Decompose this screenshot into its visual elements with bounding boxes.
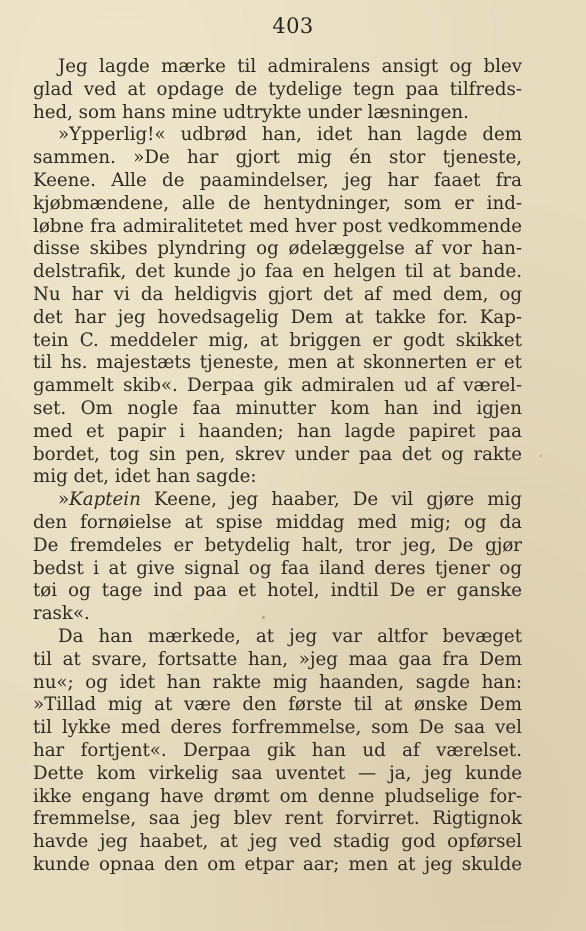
text-line: Da han mærkede, at jeg var altfor bevæget	[58, 625, 522, 647]
text-line: havde jeg haabet, at jeg ved stadig god opførsel	[33, 831, 522, 853]
text-line: tein C. meddeler mig, at briggen er godt skikket	[33, 329, 522, 351]
quote-mark: »	[58, 489, 70, 511]
text-line: hed, som hans mine udtrykte under læsningen.	[33, 101, 469, 123]
page-number: 403	[272, 14, 314, 38]
body-text	[33, 56, 522, 877]
text-line: rask«.	[33, 603, 90, 625]
text-line: nu«; og idet han rakte mig haanden, sagde han:	[33, 671, 522, 693]
text-line: set. Om nogle faa minutter kom han ind igjen	[33, 397, 522, 419]
text-line: kjøbmændene, alle de hentydninger, som er ind-	[33, 192, 522, 214]
text-line: til hs. majestæts tjeneste, men at skonnerten er et	[33, 352, 522, 374]
text-line: ikke engang have drømt om denne pludselige for-	[33, 785, 522, 807]
text-line: til lykke med deres forfremmelse, som De saa vel	[33, 717, 522, 739]
text-line: mig det, idet han sagde:	[33, 466, 257, 488]
text-line: De fremdeles er betydelig halt, tror jeg, De gjør	[33, 534, 522, 556]
text-line: bordet, tog sin pen, skrev under paa det og rakte	[33, 443, 522, 465]
text-line: Jeg lagde mærke til admiralens ansigt og blev	[58, 56, 522, 77]
text-line: Dette kom virkelig saa uventet — ja, jeg kunde	[33, 762, 522, 784]
text-line: »Ypperlig!« udbrød han, idet han lagde dem	[58, 124, 522, 146]
text-line: glad ved at opdage de tydelige tegn paa tilfreds-	[33, 78, 522, 100]
text-line: til at svare, fortsatte han, »jeg maa gaa fra Dem	[33, 648, 522, 670]
text-line: har fortjent«. Derpaa gik han ud af værelset.	[33, 739, 522, 761]
text-line: delstrafik, det kunde jo faa en helgen til at bande.	[33, 261, 522, 283]
text-line: gammelt skib«. Derpaa gik admiralen ud af værel-	[33, 375, 522, 397]
text-line: disse skibes plyndring og ødelæggelse af vor han-	[33, 238, 522, 260]
text-line: sammen. »De har gjort mig én stor tjeneste,	[33, 147, 522, 169]
text-line: fremmelse, saa jeg blev rent forvirret. Rigtignok	[33, 808, 522, 830]
text-line: Keene. Alle de paamindelser, jeg har faaet fra	[33, 169, 522, 191]
text-line: Nu har vi da heldigvis gjort det af med dem, og	[33, 283, 522, 305]
text-line: løbne fra admiralitetet med hver post vedkommende	[33, 215, 522, 237]
text-line: den fornøielse at spise middag med mig; og da	[33, 511, 522, 533]
emphasized-word: Kaptein	[69, 489, 141, 511]
text-line: med et papir i haanden; han lagde papiret paa	[33, 420, 522, 442]
text-line: bedst i at give signal og faa iland deres tjener og	[33, 557, 522, 579]
paper-speck	[262, 616, 265, 619]
text-line: tøi og tage ind paa et hotel, indtil De er ganske	[33, 580, 522, 602]
text-line	[33, 489, 522, 512]
text-line: det har jeg hovedsagelig Dem at takke for. Kap-	[33, 306, 522, 328]
line-text: Keene, jeg haaber, De vil gjøre mig	[140, 489, 522, 511]
text-line: kunde opnaa den om etpar aar; men at jeg skulde	[33, 853, 522, 875]
text-line: »Tillad mig at være den første til at ønske Dem	[33, 694, 522, 716]
paper-speck	[540, 455, 542, 457]
